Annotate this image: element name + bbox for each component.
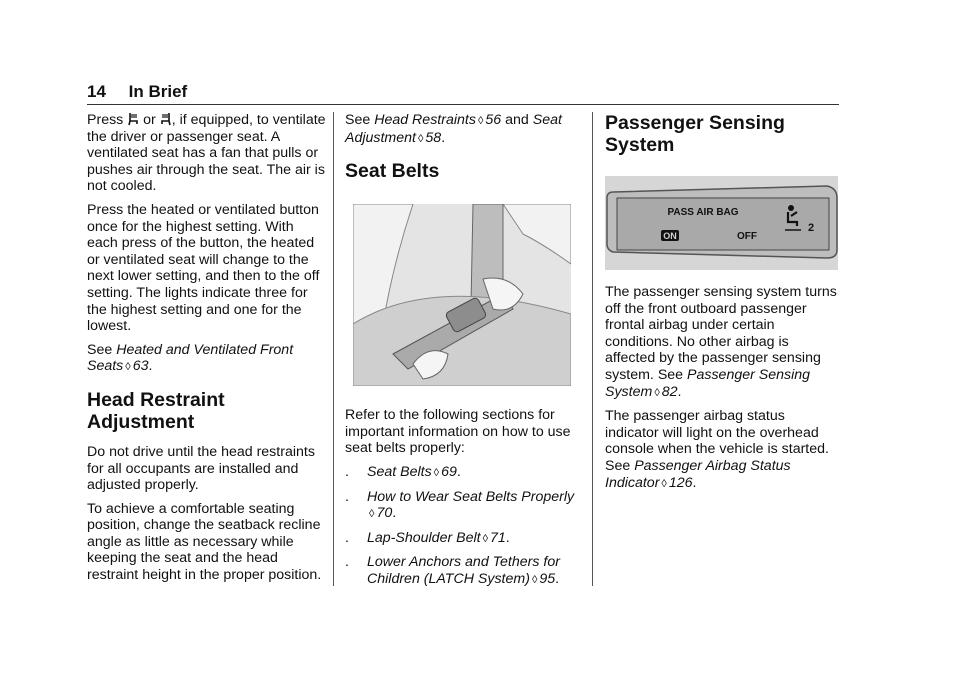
page-ref-arrow-icon: ◊ — [369, 508, 375, 521]
passenger-sensing-heading: Passenger Sensing System — [605, 112, 785, 156]
page-ref-arrow-icon: ◊ — [654, 386, 660, 399]
list-item: . Lap-Shoulder Belt ◊ 71. — [345, 529, 510, 546]
airbag-icon-number: 2 — [808, 222, 815, 234]
column-1 — [87, 112, 327, 591]
section-title: In Brief — [128, 82, 188, 101]
sensing-paragraph-1: The passenger sensing system turns off the front outboard passenger frontal airbag under certain conditions. No other airbag is affected by the passenger sensing system. See Passenger Sensing System ◊ 82. — [605, 284, 837, 400]
seat-belt-illustration — [353, 204, 571, 386]
airbag-status-indicator-link[interactable]: Passenger Airbag Status Indicator — [605, 457, 791, 491]
head-restraint-paragraph-1: Do not drive until the head restraints for all occupants are installed and adjusted properly. — [87, 443, 315, 494]
see-reference-paragraph: See Head Restraints ◊ 56 and Seat Adjustment ◊ 58. — [345, 112, 562, 146]
page-ref-arrow-icon: ◊ — [661, 477, 667, 490]
heated-seats-link[interactable]: Heated and Ventilated Front Seats — [87, 341, 294, 375]
lap-shoulder-belt-link[interactable]: Lap-Shoulder Belt — [367, 529, 481, 546]
list-item: . Lower Anchors and Tethers for Children (LATCH System) ◊ 95. — [345, 554, 560, 587]
seat-belts-link[interactable]: Seat Belts — [367, 463, 432, 480]
heated-button-paragraph: Press the heated or ventilated button once for the highest setting. With each press of the button, the heated or ventilated seat will change to the next lower setting, and then to the off setting. The lights indicate three for the highest setting and one for the lowest. — [87, 201, 320, 335]
list-item: . How to Wear Seat Belts Properly ◊ 70. — [345, 488, 575, 522]
header-rule — [87, 104, 839, 105]
page-ref-arrow-icon: ◊ — [531, 573, 538, 586]
wear-seat-belts-link[interactable]: How to Wear Seat Belts Properly — [367, 488, 575, 505]
bullet-marker: . — [345, 554, 349, 571]
ventilated-paragraph: Press or , if equipped, to ventilate the driver or passenger seat. A ventilated seat has a fan that pulls or pushes air through the seat. The air is not cooled. — [87, 112, 326, 195]
bullet-marker: . — [345, 463, 349, 480]
bullet-marker: . — [345, 529, 349, 546]
head-restraint-heading: Head Restraint Adjustment — [87, 388, 225, 433]
column-divider — [592, 112, 593, 586]
bullet-marker: . — [345, 488, 349, 505]
ventilated-seat-passenger-icon — [160, 112, 172, 126]
page-ref-arrow-icon: ◊ — [433, 466, 440, 479]
column-2 — [345, 112, 581, 596]
airbag-off-label: OFF — [737, 231, 757, 242]
seat-belts-heading: Seat Belts — [345, 160, 440, 183]
pass-airbag-label: PASS AIR BAG — [667, 207, 739, 218]
ventilated-seat-driver-icon — [127, 112, 139, 126]
list-item: . Seat Belts ◊ 69. — [345, 463, 461, 480]
passenger-sensing-link[interactable]: Passenger Sensing System — [605, 366, 811, 400]
page-number: 14 — [87, 82, 106, 101]
page-ref-arrow-icon: ◊ — [477, 115, 484, 127]
sensing-paragraph-2: The passenger airbag status indicator will light on the overhead console when the vehicle is started. See Passenger Airbag Status Indicator ◊ 126. — [605, 408, 829, 491]
page-ref-arrow-icon: ◊ — [125, 361, 131, 374]
latch-system-link[interactable]: Lower Anchors and Tethers for Children (LATCH System) — [367, 554, 560, 587]
airbag-on-label: ON — [663, 231, 677, 241]
passenger-airbag-indicator-illustration — [605, 176, 838, 270]
seat-belts-intro: Refer to the following sections for important information on how to use seat belts properly: — [345, 407, 571, 457]
seat-adjustment-link[interactable]: Seat Adjustment — [345, 112, 562, 146]
head-restraint-paragraph-2: To achieve a comfortable seating position, change the seatback recline angle as little as necessary while keeping the seat and the head restraint height in the proper position. — [87, 500, 322, 584]
page-header — [87, 82, 187, 102]
page-ref-arrow-icon: ◊ — [417, 132, 424, 145]
column-divider — [333, 112, 334, 586]
see-reference-paragraph: See Heated and Ventilated Front Seats ◊ 63. — [87, 341, 294, 375]
page-ref-arrow-icon: ◊ — [482, 532, 489, 545]
column-3 — [605, 112, 841, 499]
head-restraints-link[interactable]: Head Restraints — [374, 112, 476, 128]
